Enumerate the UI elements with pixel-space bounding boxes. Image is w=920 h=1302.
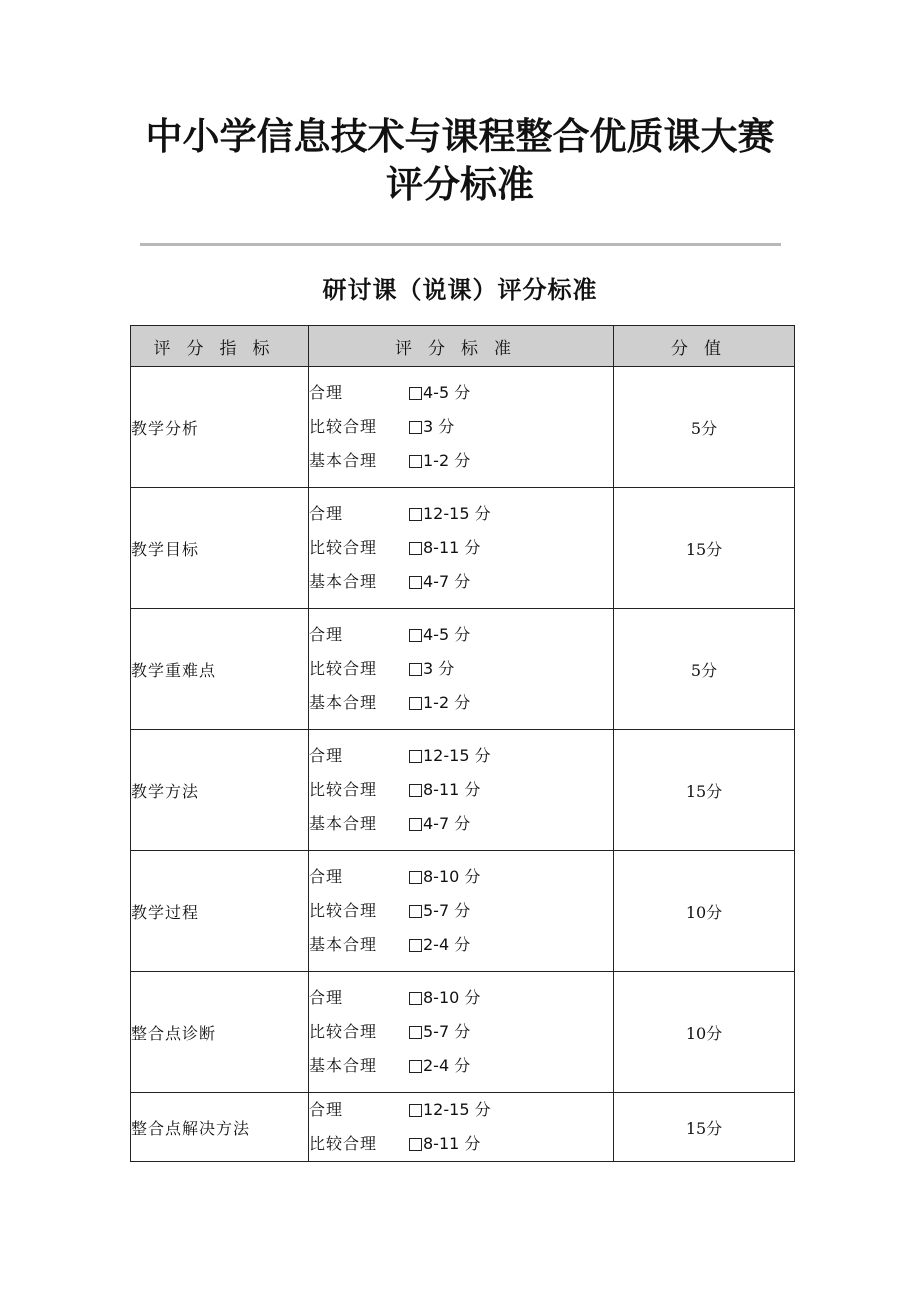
indicator-cell: 教学过程 xyxy=(131,851,309,972)
header-standard: 评分标准 xyxy=(309,326,614,367)
level-points: 8-11 分 xyxy=(423,538,481,557)
scoring-table xyxy=(130,325,795,1162)
level-label: 合理 xyxy=(309,746,344,765)
standard-cell xyxy=(309,972,614,1093)
level-points: 12-15 分 xyxy=(423,746,491,765)
level-label: 合理 xyxy=(309,504,344,523)
checkbox-icon[interactable] xyxy=(409,542,422,555)
level-label: 基本合理 xyxy=(309,1056,378,1075)
level-label: 比较合理 xyxy=(309,901,378,920)
indicator-cell: 教学目标 xyxy=(131,488,309,609)
level-points: 5-7 分 xyxy=(423,901,471,920)
level-points: 1-2 分 xyxy=(423,451,471,470)
checkbox-icon[interactable] xyxy=(409,697,422,710)
standard-level xyxy=(309,1049,613,1083)
level-label: 比较合理 xyxy=(309,1022,378,1041)
checkbox-icon[interactable] xyxy=(409,663,422,676)
table-row xyxy=(131,609,795,730)
standard-level xyxy=(309,376,613,410)
standard-cell xyxy=(309,609,614,730)
table-row xyxy=(131,488,795,609)
level-label: 比较合理 xyxy=(309,417,378,436)
checkbox-icon[interactable] xyxy=(409,455,422,468)
standard-level xyxy=(309,807,613,841)
level-label: 基本合理 xyxy=(309,572,378,591)
level-points: 12-15 分 xyxy=(423,1100,491,1119)
checkbox-icon[interactable] xyxy=(409,629,422,642)
indicator-cell: 教学分析 xyxy=(131,367,309,488)
title-divider xyxy=(140,243,781,246)
checkbox-icon[interactable] xyxy=(409,905,422,918)
standard-cell xyxy=(309,488,614,609)
document-title-line1: 中小学信息技术与课程整合优质课大赛 xyxy=(145,115,775,158)
level-points: 4-7 分 xyxy=(423,572,471,591)
standard-level xyxy=(309,928,613,962)
level-points: 2-4 分 xyxy=(423,1056,471,1075)
standard-level xyxy=(309,686,613,720)
level-points: 8-11 分 xyxy=(423,1134,481,1153)
level-points: 8-10 分 xyxy=(423,988,481,1007)
standard-cell xyxy=(309,851,614,972)
section-subtitle: 研讨课（说课）评分标准 xyxy=(322,276,598,304)
level-label: 比较合理 xyxy=(309,780,378,799)
value-cell: 15分 xyxy=(614,1093,795,1162)
standard-level xyxy=(309,1127,613,1161)
checkbox-icon[interactable] xyxy=(409,871,422,884)
standard-level xyxy=(309,410,613,444)
checkbox-icon[interactable] xyxy=(409,818,422,831)
table-header-row xyxy=(131,326,795,367)
indicator-cell: 整合点诊断 xyxy=(131,972,309,1093)
standard-level xyxy=(309,1093,613,1127)
level-label: 基本合理 xyxy=(309,814,378,833)
table-row xyxy=(131,367,795,488)
standard-level xyxy=(309,444,613,478)
standard-level xyxy=(309,531,613,565)
level-label: 基本合理 xyxy=(309,935,378,954)
standard-level xyxy=(309,860,613,894)
checkbox-icon[interactable] xyxy=(409,576,422,589)
value-cell: 5分 xyxy=(614,609,795,730)
level-label: 合理 xyxy=(309,1100,344,1119)
checkbox-icon[interactable] xyxy=(409,750,422,763)
indicator-cell: 整合点解决方法 xyxy=(131,1093,309,1162)
level-label: 基本合理 xyxy=(309,693,378,712)
standard-cell xyxy=(309,730,614,851)
value-cell: 10分 xyxy=(614,972,795,1093)
level-points: 5-7 分 xyxy=(423,1022,471,1041)
value-cell: 15分 xyxy=(614,488,795,609)
checkbox-icon[interactable] xyxy=(409,1060,422,1073)
standard-level xyxy=(309,565,613,599)
level-label: 合理 xyxy=(309,988,344,1007)
checkbox-icon[interactable] xyxy=(409,1026,422,1039)
level-label: 合理 xyxy=(309,867,344,886)
level-label: 比较合理 xyxy=(309,538,378,557)
header-indicator: 评分指标 xyxy=(131,326,309,367)
value-cell: 15分 xyxy=(614,730,795,851)
level-points: 4-5 分 xyxy=(423,625,471,644)
table-row xyxy=(131,972,795,1093)
level-points: 12-15 分 xyxy=(423,504,491,523)
standard-cell xyxy=(309,367,614,488)
indicator-cell: 教学方法 xyxy=(131,730,309,851)
level-points: 2-4 分 xyxy=(423,935,471,954)
standard-level xyxy=(309,652,613,686)
checkbox-icon[interactable] xyxy=(409,784,422,797)
level-label: 基本合理 xyxy=(309,451,378,470)
level-label: 合理 xyxy=(309,383,344,402)
standard-level xyxy=(309,981,613,1015)
standard-level xyxy=(309,497,613,531)
level-points: 4-5 分 xyxy=(423,383,471,402)
checkbox-icon[interactable] xyxy=(409,992,422,1005)
checkbox-icon[interactable] xyxy=(409,1138,422,1151)
table-row xyxy=(131,730,795,851)
level-points: 8-11 分 xyxy=(423,780,481,799)
indicator-cell: 教学重难点 xyxy=(131,609,309,730)
value-cell: 5分 xyxy=(614,367,795,488)
standard-level xyxy=(309,618,613,652)
table-row xyxy=(131,851,795,972)
standard-level xyxy=(309,773,613,807)
standard-level xyxy=(309,739,613,773)
checkbox-icon[interactable] xyxy=(409,1104,422,1117)
level-label: 比较合理 xyxy=(309,659,378,678)
document-title-line2: 评分标准 xyxy=(386,163,534,206)
level-points: 1-2 分 xyxy=(423,693,471,712)
header-value: 分值 xyxy=(614,326,795,367)
level-points: 3 分 xyxy=(423,417,455,436)
checkbox-icon[interactable] xyxy=(409,939,422,952)
level-points: 4-7 分 xyxy=(423,814,471,833)
standard-level xyxy=(309,1015,613,1049)
checkbox-icon[interactable] xyxy=(409,421,422,434)
table-row xyxy=(131,1093,795,1162)
level-label: 比较合理 xyxy=(309,1134,378,1153)
standard-level xyxy=(309,894,613,928)
standard-cell xyxy=(309,1093,614,1162)
level-points: 3 分 xyxy=(423,659,455,678)
level-points: 8-10 分 xyxy=(423,867,481,886)
value-cell: 10分 xyxy=(614,851,795,972)
checkbox-icon[interactable] xyxy=(409,508,422,521)
level-label: 合理 xyxy=(309,625,344,644)
checkbox-icon[interactable] xyxy=(409,387,422,400)
